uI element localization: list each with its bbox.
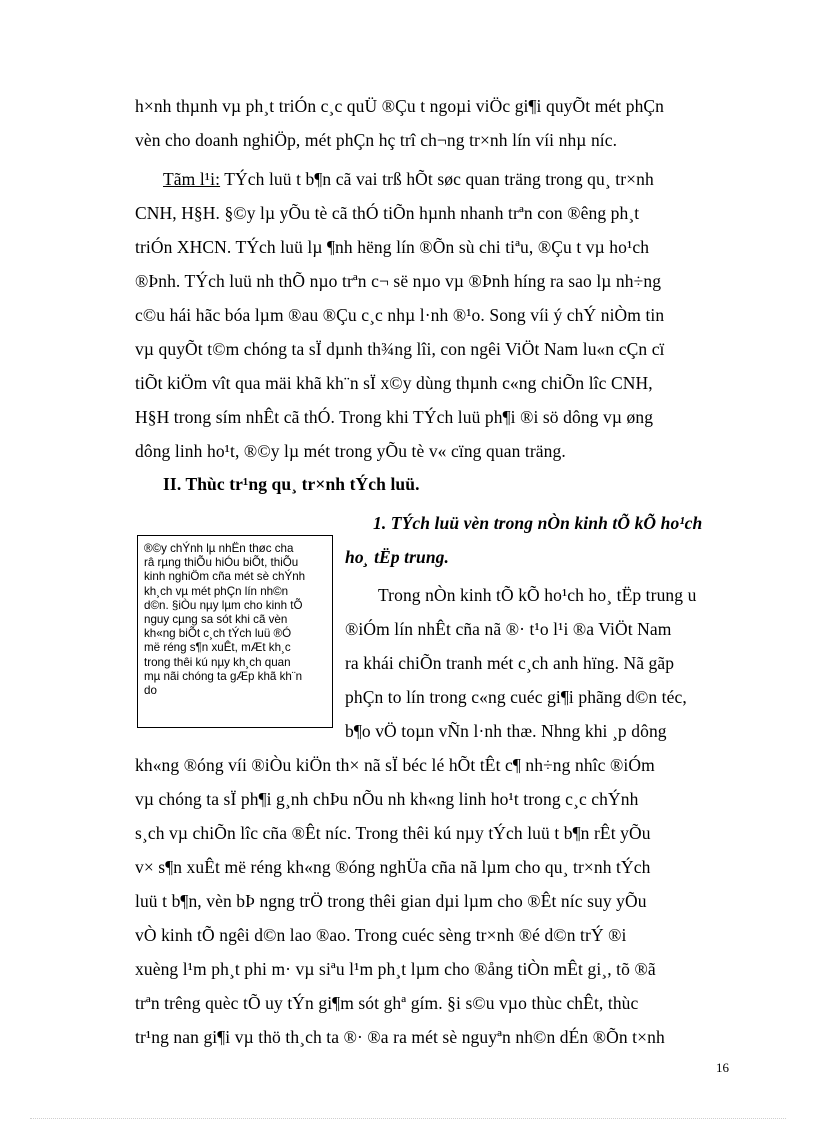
text-box-line: ®©y chÝnh lµ nhËn thøc cha: [144, 542, 294, 555]
paragraph-line: H§H trong sím nhÊt cã thÓ. Trong khi TÝch luü ph¶i ®i sö dông vµ øng: [135, 407, 654, 427]
paragraph-line: ®iÓm lín nhÊt cña nã ®· t¹o l¹i ®a ViÖt Nam: [345, 619, 672, 639]
conclusion-label: Tãm l¹i:: [163, 169, 221, 189]
paragraph-line: s¸ch vµ chiÕn lîc cña ®Êt níc. Trong thêi kú nµy tÝch luü t b¶n rÊt yÕu: [135, 823, 651, 843]
paragraph-line: luü t b¶n, vèn bÞ ngng trÖ trong thêi gian dµi lµm cho ®Êt níc suy yÕu: [135, 891, 647, 911]
paragraph-line: h×nh thµnh vµ ph¸t triÓn c¸c quÜ ®Çu t ngoµi viÖc gi¶i quyÕt mét phÇn: [135, 96, 665, 116]
paragraph-line: xuèng l¹m ph¸t phi m· vµ siªu l¹m ph¸t lµm cho ®ång tiÒn mÊt gi¸, tõ ®ã: [135, 959, 656, 979]
paragraph-line: kh«ng ®óng víi ®iÒu kiÖn th× nã sÏ béc lé hÕt tÊt c¶ nh÷ng nhîc ®iÓm: [135, 755, 655, 775]
paragraph-line: ra khái chiÕn tranh mét c¸ch anh hïng. Nã gãp: [345, 653, 675, 673]
paragraph-line: dông linh ho¹t, ®©y lµ mét trong yÕu tè v« cïng quan träng.: [135, 441, 566, 461]
text-box: [137, 535, 333, 728]
subsection-heading: ho¸ tËp trung.: [345, 547, 450, 567]
paragraph-line: tr¹ng nan gi¶i vµ thö th¸ch ta ®· ®a ra mét sè nguyªn nh©n dÉn ®Õn t×nh: [135, 1027, 665, 1047]
paragraph-line: c©u hái hãc bóa lµm ®au ®Çu c¸c nhµ l·nh ®¹o. Song víi ý chÝ niÒm tin: [135, 305, 665, 325]
conclusion-first-line: [163, 168, 654, 190]
section-heading: II. Thùc tr¹ng qu¸ tr×nh tÝch luü.: [163, 474, 420, 494]
text-box-line: kh«ng biÕt c¸ch tÝch luü ®Ó: [144, 627, 292, 641]
subsection-heading: 1. TÝch luü vèn trong nÒn kinh tÕ kÕ ho¹ch: [373, 513, 703, 533]
text-box-line: nguy cµng sa sót khi cã vèn: [144, 613, 288, 627]
paragraph-line: CNH, H§H. §©y lµ yÕu tè cã thÓ tiÕn hµnh nhanh trªn con ®êng ph¸t: [135, 203, 640, 223]
text-box-line: mµ nãi chóng ta gÆp khã kh¨n: [144, 669, 303, 683]
paragraph-line: tiÕt kiÖm vît qua mäi khã kh¨n sÏ x©y dùng thµnh c«ng chiÕn lîc CNH,: [135, 373, 653, 393]
text-box-line: d©n. §iÒu nµy lµm cho kinh tÕ: [144, 598, 303, 612]
paragraph-line: phÇn to lín trong c«ng cuéc gi¶i phãng d©n téc,: [345, 687, 687, 707]
paragraph-line: Trong nÒn kinh tÕ kÕ ho¹ch ho¸ tËp trung u: [378, 585, 697, 605]
paragraph-line: vµ chóng ta sÏ ph¶i g¸nh chÞu nÕu nh kh«ng linh ho¹t trong c¸c chÝnh: [135, 789, 639, 809]
paragraph-line: vÒ kinh tÕ ngêi d©n lao ®ao. Trong cuéc sèng tr×nh ®é d©n trÝ ®i: [135, 925, 627, 945]
text-box-line: kinh nghiÖm cña mét sè chÝnh: [144, 570, 306, 584]
text-box-line: do: [144, 684, 157, 698]
paragraph-line: triÓn XHCN. TÝch luü lµ ¶nh hëng lín ®Õn sù chi tiªu, ®Çu t vµ ho¹ch: [135, 237, 650, 257]
paragraph-line: v× s¶n xuÊt më réng kh«ng ®óng nghÜa cña nã lµm cho qu¸ tr×nh tÝch: [135, 857, 651, 877]
text-box-line: râ rµng thiÕu hiÓu biÕt, thiÕu: [144, 556, 299, 570]
paragraph-line: trªn trêng quèc tÕ uy tÝn gi¶m sót ghª gím. §i s©u vµo thùc chÊt, thùc: [135, 993, 639, 1013]
paragraph-line: ®Þnh. TÝch luü nh thÕ nµo trªn c¬ së nµo vµ ®Þnh híng ra sao lµ nh÷ng: [135, 271, 662, 291]
page-number: 16: [716, 1060, 729, 1075]
page-bottom-rule: [30, 1118, 786, 1119]
paragraph-line: vèn cho doanh nghiÖp, mét phÇn hç trî ch¬ng tr×nh lín víi nhµ níc.: [135, 130, 618, 150]
text-box-line: më réng s¶n xuÊt, mÆt kh¸c: [144, 641, 291, 655]
paragraph-line: vµ quyÕt t©m chóng ta sÏ dµnh th¾ng lîi, con ngêi ViÖt Nam lu«n cÇn cï: [135, 339, 665, 359]
text-box-line: trong thêi kú nµy kh¸ch quan: [144, 655, 291, 669]
conclusion-text: TÝch luü t b¶n cã vai trß hÕt søc quan träng trong qu¸ tr×nh: [220, 169, 654, 189]
text-box-line: kh¸ch vµ mét phÇn lín nh©n: [144, 584, 289, 598]
paragraph-line: b¶o vÖ toµn vÑn l·nh thæ. Nhng khi ¸p dông: [345, 721, 667, 741]
